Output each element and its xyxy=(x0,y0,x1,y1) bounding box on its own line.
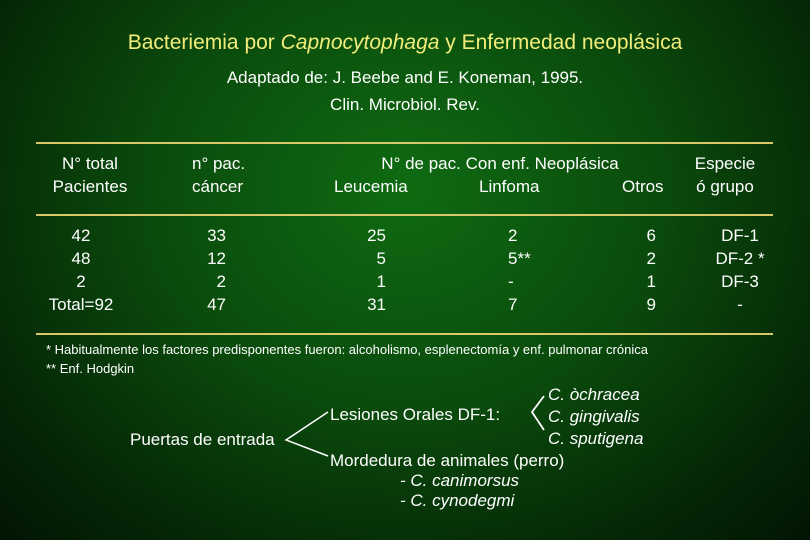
table-cell: Total=92 xyxy=(48,295,114,314)
table-cell: 5 xyxy=(376,249,386,268)
list-item: C. òchracea xyxy=(548,385,640,404)
column-leucemia xyxy=(340,224,386,316)
table-bottom-rule xyxy=(36,333,773,335)
table-cell: 1 xyxy=(646,272,656,291)
table-cell: 1 xyxy=(376,272,386,291)
table-cell: - xyxy=(508,272,514,291)
bite-species-list xyxy=(400,471,519,511)
table-cell: 2 xyxy=(216,272,226,291)
table-cell: 12 xyxy=(207,249,226,268)
table-header-rule xyxy=(36,214,773,216)
bite-label: Mordedura de animales (perro) xyxy=(330,451,565,470)
entry-label: Puertas de entrada xyxy=(130,430,275,449)
table-cell: DF-2 * xyxy=(715,249,765,268)
column-otros xyxy=(620,224,656,316)
subtitle-line2: Clin. Microbiol. Rev. xyxy=(330,95,480,114)
table-cell: 47 xyxy=(207,295,226,314)
table-cell: 48 xyxy=(71,249,91,268)
table-cell: 6 xyxy=(646,226,656,245)
header-leucemia: Leucemia xyxy=(334,177,408,196)
title-genus: Capnocytophaga xyxy=(280,31,440,54)
species-bracket-icon xyxy=(524,392,548,434)
table-cell: 33 xyxy=(207,226,226,245)
table-cell: 5** xyxy=(508,249,531,268)
header-cancer: n° pac. cáncer xyxy=(192,154,246,196)
table-cell: 2 xyxy=(76,272,86,291)
entry-branch-icon xyxy=(282,408,332,458)
title-pre: Bacteriemia por xyxy=(127,31,281,54)
table-cell: DF-3 xyxy=(721,272,759,291)
table-cell: - xyxy=(737,295,743,314)
column-cancer xyxy=(180,224,226,316)
oral-lesions-label: Lesiones Orales DF-1: xyxy=(330,405,501,424)
table-cell: 25 xyxy=(367,226,386,245)
table-cell: 2 xyxy=(646,249,656,268)
column-linfoma xyxy=(508,224,568,316)
oral-species-list xyxy=(548,384,643,450)
list-item: C. sputigena xyxy=(548,429,644,448)
list-item: C. gingivalis xyxy=(548,407,640,426)
table-cell: 31 xyxy=(367,295,386,314)
header-total: N° total Pacientes xyxy=(52,154,128,196)
column-total xyxy=(36,224,126,316)
title-post: y Enfermedad neoplásica xyxy=(439,31,683,54)
header-especie: Especie ó grupo xyxy=(694,154,756,196)
list-item: - C. cynodegmi xyxy=(400,491,515,510)
table-cell: 2 xyxy=(508,226,518,245)
list-item: - C. canimorsus xyxy=(400,471,520,490)
header-otros: Otros xyxy=(622,177,664,196)
table-top-rule xyxy=(36,142,773,144)
footnote-2: ** Enf. Hodgkin xyxy=(46,361,135,376)
footnote-1: * Habitualmente los factores predisponentes fueron: alcoholismo, esplenectomía y enf. pulmonar crónica xyxy=(46,342,648,357)
table-cell: 9 xyxy=(646,295,656,314)
subtitle-line1: Adaptado de: J. Beebe and E. Koneman, 1995. xyxy=(226,68,584,87)
table-cell: 42 xyxy=(71,226,91,245)
table-cell: DF-1 xyxy=(721,226,759,245)
column-especie xyxy=(700,224,780,316)
header-linfoma: Linfoma xyxy=(479,177,540,196)
slide-title xyxy=(0,31,810,55)
table-cell: 7 xyxy=(508,295,518,314)
header-neoplasic: N° de pac. Con enf. Neoplásica xyxy=(381,154,619,173)
